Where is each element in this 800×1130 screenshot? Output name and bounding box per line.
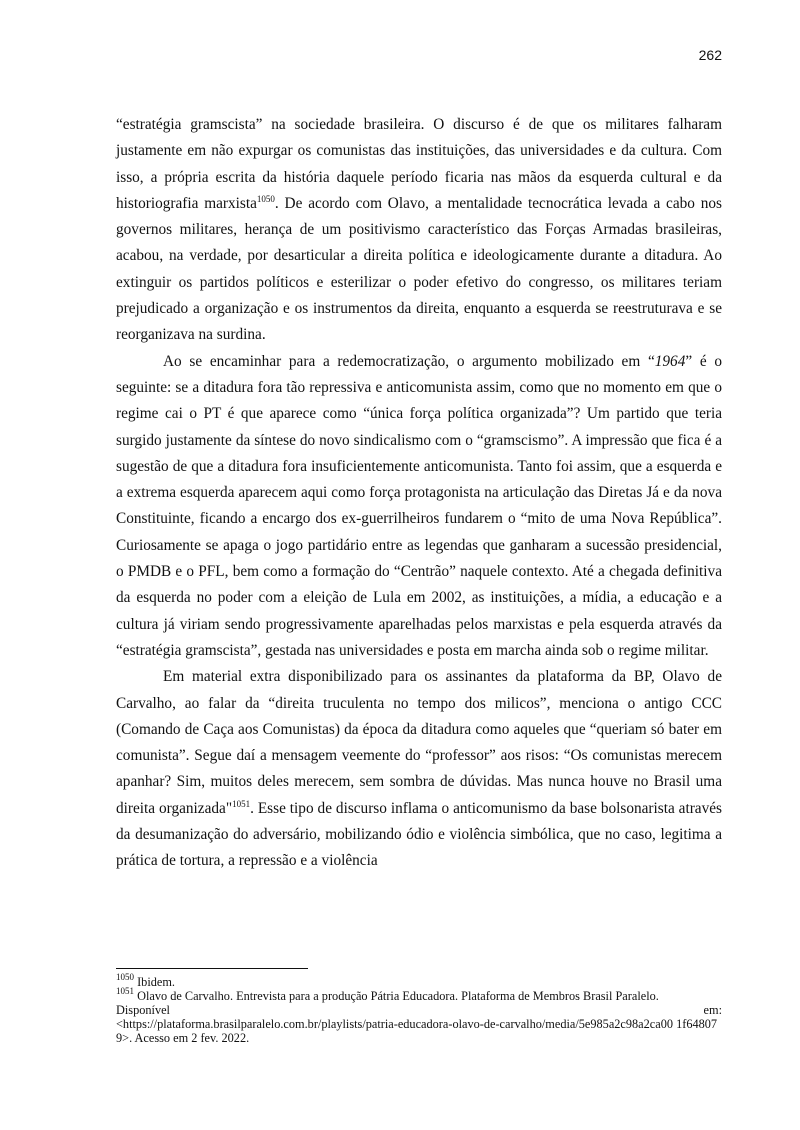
footnote-1051-availability <box>116 1003 722 1017</box>
paragraph-1-text-a: “estratégia gramscista” na sociedade brasileira. O discurso é de que os militares falharam justamente em não expurgar os comunistas das instituições, das universidades e da cultura. Com isso, a própria escrita da história daquele período ficaria nas mãos da esquerda cultural e da historiografia marxista <box>116 116 722 212</box>
paragraph-3-text-b: . Esse tipo de discurso inflama o anticomunismo da base bolsonarista através da desumanização do adversário, mobilizando ódio e violência simbólica, que no caso, legitima a prática de tortura, a repressão e a violência <box>116 799 722 870</box>
paragraph-2-italic-year: 1964 <box>654 352 686 370</box>
footnote-1051 <box>116 986 722 1003</box>
footnote-1051-text: Olavo de Carvalho. Entrevista para a produção Pátria Educadora. Plataforma de Membros Brasil Paralelo. <box>134 989 659 1003</box>
paragraph-3 <box>116 664 722 874</box>
footnote-number-1051: 1051 <box>116 986 134 996</box>
paragraph-2-text-b: ” é o seguinte: se a ditadura fora tão repressiva e anticomunista assim, como que no momento em que o regime cai o PT é que aparece como “única força política organizada”? Um partido que teria surgido justamente da síntese do novo sindicalismo com o “gramscismo”. A impressão que fica é a sugestão de que a ditadura fora insuficientemente anticomunista. Tanto foi assim, que a esquerda e a extrema esquerda aparecem aqui como força protagonista na articulação das Diretas Já e da nova Constituinte, ficando a encargo dos ex-guerrilheiros fundarem o “mito de uma Nova República”. Curiosamente se apaga o jogo partidário entre as legendas que ganharam a sucessão presidencial, o PMDB e o PFL, bem como a formação do “Centrão” naquele contexto. Até a chegada definitiva da esquerda no poder com a eleição de Lula em 2002, as instituições, a mídia, a educação e a cultura já viriam sendo progressivamente aparelhadas pelos marxistas e pela esquerda através da “estratégia gramscista”, gestada nas universidades e posta em marcha ainda sob o regime militar. <box>116 352 722 659</box>
paragraph-2 <box>116 349 722 665</box>
body-text <box>116 112 722 875</box>
footnote-1051-url[interactable]: <https://plataforma.brasilparalelo.com.br/playlists/patria-educadora-olavo-de-carvalho/media/5e985a2c98a2ca00 1f648079>. Acesso em 2 fev. 2022. <box>116 1017 718 1045</box>
footnote-1051-available: Disponível <box>116 1003 170 1017</box>
paragraph-3-text-a: Em material extra disponibilizado para os assinantes da plataforma da BP, Olavo de Carvalho, ao falar da “direita truculenta no tempo dos milicos”, menciona o antigo CCC (Comando de Caça aos Comunistas) da época da ditadura como aqueles que “queriam só bater em comunista”. Segue daí a mensagem veemente do “professor” aos risos: “Os comunistas merecem apanhar? Sim, muitos deles merecem, sem sombra de dúvidas. Mas nunca houve no Brasil uma direita organizada" <box>116 668 722 817</box>
footnote-1050 <box>116 972 722 989</box>
footnote-ref-1050[interactable]: 1050 <box>256 193 275 204</box>
paragraph-1-text-b: . De acordo com Olavo, a mentalidade tecnocrática levada a cabo nos governos militares, herança de um positivismo característico das Forças Armadas brasileiras, acabou, na verdade, por desarticular a direita política e ideologicamente durante a ditadura. Ao extinguir os partidos políticos e esterilizar o poder efetivo do congresso, os militares teriam prejudicado a organização e os instrumentos da direita, enquanto a esquerda se reestruturava e se reorganizava na surdina. <box>116 194 723 344</box>
paragraph-2-text-a: Ao se encaminhar para a redemocratização, o argumento mobilizado em “ <box>163 352 655 370</box>
paragraph-1 <box>116 112 722 349</box>
footnote-1051-em: em: <box>703 1003 722 1017</box>
footnote-1050-text: Ibidem. <box>134 975 175 989</box>
footnotes <box>116 972 722 1045</box>
footnote-number-1050: 1050 <box>116 972 134 982</box>
footnote-separator <box>116 968 308 969</box>
footnote-ref-1051[interactable]: 1051 <box>232 798 251 809</box>
page-number: 262 <box>698 47 722 63</box>
